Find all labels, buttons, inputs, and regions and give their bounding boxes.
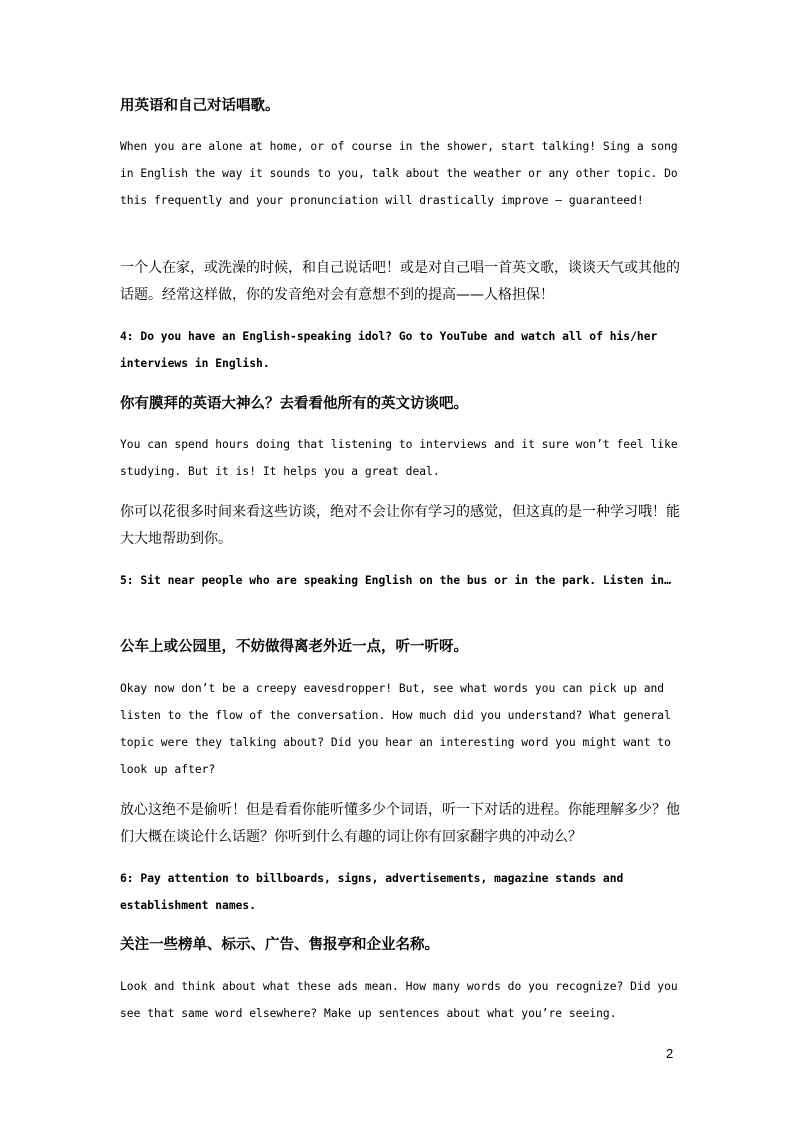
tip-heading-4: 4: Do you have an English-speaking idol? Go to YouTube and watch all of his/her interviews in English. — [120, 330, 658, 370]
english-paragraph: Look and think about what these ads mean. How many words do you recognize? Did you see that same word elsewhere? Make up sentences about what you’re seeing. — [120, 980, 678, 1020]
chinese-paragraph: 你可以花很多时间来看这些访谈，绝对不会让你有学习的感觉，但这真的是一种学习哦！能大大地帮助到你。 — [120, 504, 680, 547]
page-number: 2 — [666, 1046, 674, 1061]
chinese-paragraph: 放心这绝不是偷听！但是看看你能听懂多少个词语，听一下对话的进程。你能理解多少？他们大概在谈论什么话题？你听到什么有趣的词让你有回家翻字典的冲动么？ — [120, 802, 680, 845]
section-heading-chinese: 公车上或公园里，不妨做得离老外近一点，听一听呀。 — [120, 639, 468, 655]
english-paragraph: Okay now don’t be a creepy eavesdropper! But, see what words you can pick up and listen to the flow of the conversation. How much did you understand? What general topic were they talking about? Did you hear an interesting word you might want to look up after? — [120, 682, 671, 776]
section-heading-chinese: 你有膜拜的英语大神么？去看看他所有的英文访谈吧。 — [120, 396, 468, 412]
tip-heading-6: 6: Pay attention to billboards, signs, advertisements, magazine stands and establishment names. — [120, 872, 624, 912]
section-heading-chinese: 用英语和自己对话唱歌。 — [120, 98, 280, 114]
tip-heading-5: 5: Sit near people who are speaking English on the bus or in the park. Listen in… — [120, 574, 671, 587]
english-paragraph: You can spend hours doing that listening to interviews and it sure won’t feel like studying. But it is! It helps you a great deal. — [120, 438, 678, 478]
chinese-paragraph: 一个人在家，或洗澡的时候，和自己说话吧！或是对自己唱一首英文歌，谈谈天气或其他的话题。经常这样做，你的发音绝对会有意想不到的提高——人格担保！ — [120, 260, 680, 303]
section-heading-chinese: 关注一些榜单、标示、广告、售报亭和企业名称。 — [120, 937, 439, 953]
english-paragraph: When you are alone at home, or of course in the shower, start talking! Sing a song in English the way it sounds to you, talk about the weather or any other topic. Do this frequently and your pronunciation will drastically improve – guaranteed! — [120, 140, 678, 207]
